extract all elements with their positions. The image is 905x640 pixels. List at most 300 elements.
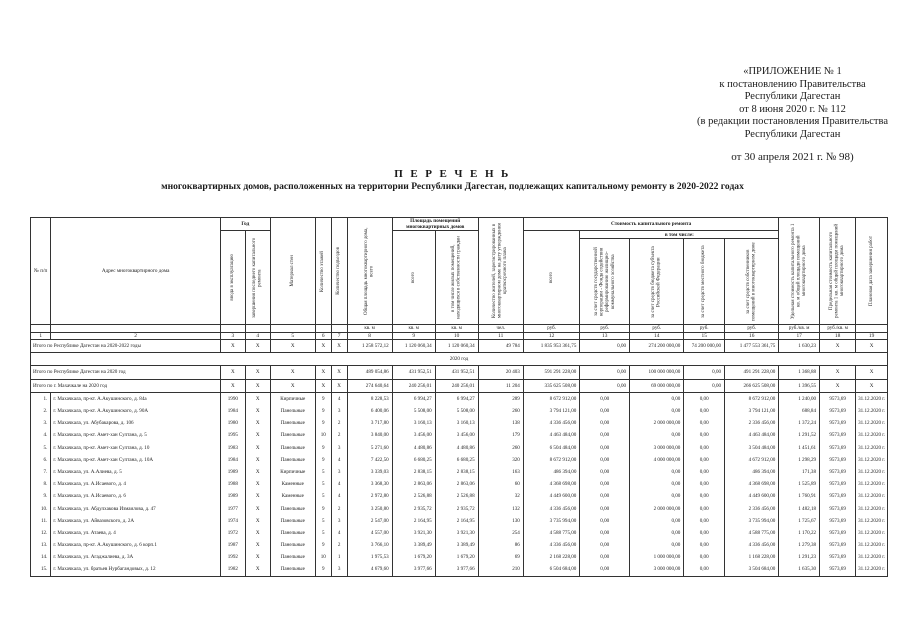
total-cell: X bbox=[245, 340, 270, 353]
row-cost-rd: 2 000 000,00 bbox=[630, 417, 684, 429]
column-number-cell: 5 bbox=[270, 333, 315, 340]
total-residents: 49 784 bbox=[478, 340, 523, 353]
row-residents: 69 bbox=[478, 551, 523, 563]
total-label: Итого по Республике Дагестан на 2020 год bbox=[31, 366, 221, 379]
row-cost-local: 0,00 bbox=[684, 515, 725, 527]
table-row bbox=[31, 478, 888, 490]
row-area-all: 6 994,27 bbox=[392, 392, 435, 405]
col-header-wall bbox=[270, 218, 315, 325]
total-cost-owners: 1 477 553 361,75 bbox=[725, 340, 779, 353]
row-number: 13. bbox=[31, 539, 51, 551]
row-area-all: 2 526,88 bbox=[392, 490, 435, 502]
row-max-cost: 9573,69 bbox=[820, 442, 856, 454]
row-repair-year: X bbox=[245, 502, 270, 514]
row-area-private: 6 994,27 bbox=[435, 392, 478, 405]
appendix-date: от 30 апреля 2021 г. № 98) bbox=[731, 150, 854, 163]
row-residents: 254 bbox=[478, 527, 523, 539]
row-floors: 9 bbox=[315, 502, 331, 514]
row-area-all: 3 456,00 bbox=[392, 429, 435, 441]
row-cost-fund: 0,00 bbox=[580, 466, 630, 478]
row-cost-owners: 486 394,00 bbox=[725, 466, 779, 478]
row-residents: 179 bbox=[478, 429, 523, 441]
total-cost-local: 74 200 000,00 bbox=[684, 340, 725, 353]
row-area-all: 6 680,25 bbox=[392, 454, 435, 466]
column-number-cell: 18 bbox=[820, 333, 856, 340]
row-entrances: 3 bbox=[331, 466, 347, 478]
total-cost-all: 591 291 228,00 bbox=[523, 366, 580, 379]
row-total-area: 3 717,80 bbox=[347, 417, 392, 429]
column-number-cell: 14 bbox=[630, 333, 684, 340]
row-entrances: 4 bbox=[331, 454, 347, 466]
row-year: 1980 bbox=[220, 417, 245, 429]
row-repair-year: X bbox=[245, 417, 270, 429]
row-unit-cost: 1 240,00 bbox=[779, 392, 820, 405]
col-header-total-area bbox=[347, 218, 392, 325]
row-cost-all: 4 368 698,00 bbox=[523, 478, 580, 490]
row-year: 1984 bbox=[220, 454, 245, 466]
row-cost-fund: 0,00 bbox=[580, 442, 630, 454]
column-number-cell: 9 bbox=[392, 333, 435, 340]
row-area-all: 5 508,00 bbox=[392, 405, 435, 417]
unit-cell bbox=[331, 325, 347, 333]
row-wall: Кирпичные bbox=[270, 466, 315, 478]
row-area-private: 3 160,13 bbox=[435, 417, 478, 429]
col-header-floors bbox=[315, 218, 331, 325]
appendix-line: Республики Дагестан bbox=[744, 91, 841, 103]
row-cost-rd: 0,00 bbox=[630, 478, 684, 490]
row-cost-all: 3 794 121,00 bbox=[523, 405, 580, 417]
row-year: 1972 bbox=[220, 527, 245, 539]
row-floors: 9 bbox=[315, 454, 331, 466]
row-plan-date: 31.12.2020 г. bbox=[856, 429, 888, 441]
total-cost-owners: 266 625 508,00 bbox=[725, 379, 779, 392]
unit-cell bbox=[31, 325, 51, 333]
row-cost-rd: 4 000 000,00 bbox=[630, 454, 684, 466]
row-wall: Панельные bbox=[270, 539, 315, 551]
row-total-area: 3 339,03 bbox=[347, 466, 392, 478]
row-floors: 9 bbox=[315, 392, 331, 405]
col-header-year-repair bbox=[245, 231, 270, 325]
document-title: П Е Р Е Ч Е Н Ь bbox=[394, 168, 511, 180]
row-entrances: 3 bbox=[331, 405, 347, 417]
row-cost-owners: 2 336 456,00 bbox=[725, 502, 779, 514]
total-cell: X bbox=[331, 340, 347, 353]
row-repair-year: X bbox=[245, 429, 270, 441]
total-cell: X bbox=[315, 379, 331, 392]
col-header-cost-rd bbox=[630, 239, 684, 325]
row-total-area: 2 972,80 bbox=[347, 490, 392, 502]
row-cost-fund: 0,00 bbox=[580, 405, 630, 417]
row-address: г. Махачкала, пр-кт. А.Акушинского, д. 84а bbox=[51, 392, 221, 405]
row-floors: 10 bbox=[315, 551, 331, 563]
total-unit-cost: 1 368,88 bbox=[779, 366, 820, 379]
row-year: 1989 bbox=[220, 490, 245, 502]
total-label: Итого по г. Махачкале на 2020 год bbox=[31, 379, 221, 392]
column-number-cell: 10 bbox=[435, 333, 478, 340]
total-plan-date: X bbox=[856, 379, 888, 392]
row-area-all: 2 863,06 bbox=[392, 478, 435, 490]
col-header-cost-owners bbox=[725, 239, 779, 325]
column-number-cell: 15 bbox=[684, 333, 725, 340]
row-wall: Панельные bbox=[270, 527, 315, 539]
row-cost-fund: 0,00 bbox=[580, 490, 630, 502]
total-cost-fund: 0,00 bbox=[580, 340, 630, 353]
row-area-private: 6 680,25 bbox=[435, 454, 478, 466]
unit-cell: руб./кв. м bbox=[779, 325, 820, 333]
row-area-all: 2 935,72 bbox=[392, 502, 435, 514]
row-max-cost: 9573,69 bbox=[820, 429, 856, 441]
row-plan-date: 31.12.2020 г. bbox=[856, 490, 888, 502]
appendix-line: Республики Дагестан bbox=[744, 128, 841, 140]
row-max-cost: 9573,69 bbox=[820, 539, 856, 551]
row-number: 1. bbox=[31, 392, 51, 405]
col-header-area-all bbox=[392, 231, 435, 325]
total-cell: X bbox=[270, 379, 315, 392]
unit-cell: руб. bbox=[523, 325, 580, 333]
total-cell: X bbox=[315, 340, 331, 353]
row-cost-fund: 0,00 bbox=[580, 527, 630, 539]
row-area-private: 2 164,95 bbox=[435, 515, 478, 527]
row-entrances: 3 bbox=[331, 563, 347, 576]
total-cell: X bbox=[220, 379, 245, 392]
row-area-private: 2 838,15 bbox=[435, 466, 478, 478]
table-row bbox=[31, 429, 888, 441]
row-cost-fund: 0,00 bbox=[580, 515, 630, 527]
table-row bbox=[31, 539, 888, 551]
row-entrances: 4 bbox=[331, 490, 347, 502]
row-address: г. Махачкала, пр-кт. А.Акушинского, д. 90А bbox=[51, 405, 221, 417]
row-cost-local: 0,00 bbox=[684, 392, 725, 405]
total-plan-date: X bbox=[856, 366, 888, 379]
row-residents: 138 bbox=[478, 417, 523, 429]
row-cost-local: 0,00 bbox=[684, 539, 725, 551]
row-cost-owners: 4 588 775,00 bbox=[725, 527, 779, 539]
row-cost-all: 4 463 484,00 bbox=[523, 429, 580, 441]
row-area-private: 2 863,06 bbox=[435, 478, 478, 490]
row-repair-year: X bbox=[245, 405, 270, 417]
column-number-cell: 13 bbox=[580, 333, 630, 340]
col-header-wall-text: Материал стен bbox=[289, 255, 295, 287]
row-address: г. Махачкала, пр-кт. А.Акушинского, д. 6 корп.1 bbox=[51, 539, 221, 551]
row-total-area: 3 766,10 bbox=[347, 539, 392, 551]
row-plan-date: 31.12.2020 г. bbox=[856, 563, 888, 576]
row-plan-date: 31.12.2020 г. bbox=[856, 502, 888, 514]
unit-cell bbox=[220, 325, 245, 333]
total-row bbox=[31, 340, 888, 353]
total-cost-fund: 0,00 bbox=[580, 379, 630, 392]
total-cell: X bbox=[331, 366, 347, 379]
row-residents: 260 bbox=[478, 442, 523, 454]
row-cost-local: 0,00 bbox=[684, 551, 725, 563]
row-unit-cost: 688,84 bbox=[779, 405, 820, 417]
unit-cell: кв. м bbox=[392, 325, 435, 333]
col-header-plan-date-text: Плановая дата завершения работ bbox=[868, 236, 874, 307]
row-cost-rd: 2 000 000,00 bbox=[630, 502, 684, 514]
row-year: 1983 bbox=[220, 442, 245, 454]
row-cost-fund: 0,00 bbox=[580, 392, 630, 405]
row-wall: Панельные bbox=[270, 454, 315, 466]
row-year: 1974 bbox=[220, 515, 245, 527]
row-wall: Панельные bbox=[270, 442, 315, 454]
row-wall: Кирпичные bbox=[270, 392, 315, 405]
total-cost-local: 0,00 bbox=[684, 379, 725, 392]
row-number: 3. bbox=[31, 417, 51, 429]
row-floors: 9 bbox=[315, 405, 331, 417]
total-cell: X bbox=[270, 366, 315, 379]
total-cost-fund: 0,00 bbox=[580, 366, 630, 379]
row-area-private: 3 977,66 bbox=[435, 563, 478, 576]
row-cost-fund: 0,00 bbox=[580, 478, 630, 490]
col-header-plan-date bbox=[856, 218, 888, 325]
col-header-cost-owners-text: за счет средств собственников помещений в многоквартирном доме bbox=[746, 242, 757, 321]
row-residents: 130 bbox=[478, 515, 523, 527]
row-max-cost: 9573,69 bbox=[820, 515, 856, 527]
row-cost-rd: 0,00 bbox=[630, 539, 684, 551]
row-area-all: 4 480,86 bbox=[392, 442, 435, 454]
total-cell: X bbox=[315, 366, 331, 379]
row-total-area: 2 547,00 bbox=[347, 515, 392, 527]
row-number: 7. bbox=[31, 466, 51, 478]
row-cost-owners: 2 336 456,00 bbox=[725, 417, 779, 429]
row-entrances: 2 bbox=[331, 429, 347, 441]
total-cost-rd: 274 200 000,00 bbox=[630, 340, 684, 353]
row-address: г. Махачкала, пр-кт. Амет-хан Султана, д. 10А bbox=[51, 454, 221, 466]
total-cell: X bbox=[220, 366, 245, 379]
document-subtitle: многоквартирных домов, расположенных на территории Республики Дагестан, подлежащих капитальному ремонту в 2020-2022 годах bbox=[161, 181, 744, 192]
row-entrances: 2 bbox=[331, 502, 347, 514]
column-number-cell: 17 bbox=[779, 333, 820, 340]
total-total-area: 274 640,64 bbox=[347, 379, 392, 392]
row-cost-all: 6 504 484,00 bbox=[523, 442, 580, 454]
row-cost-all: 4 336 456,00 bbox=[523, 417, 580, 429]
col-header-cost-all bbox=[523, 231, 580, 325]
total-cost-rd: 100 000 000,00 bbox=[630, 366, 684, 379]
column-number-cell: 16 bbox=[725, 333, 779, 340]
row-residents: 320 bbox=[478, 454, 523, 466]
unit-cell bbox=[245, 325, 270, 333]
row-address: г. Махачкала, ул. А.Исаевого, д. 4 bbox=[51, 478, 221, 490]
column-number-cell: 4 bbox=[245, 333, 270, 340]
row-cost-local: 0,00 bbox=[684, 466, 725, 478]
row-unit-cost: 1 291,23 bbox=[779, 551, 820, 563]
row-plan-date: 31.12.2020 г. bbox=[856, 539, 888, 551]
section-title: 2020 год bbox=[31, 353, 888, 366]
table-row bbox=[31, 417, 888, 429]
row-repair-year: X bbox=[245, 539, 270, 551]
row-residents: 60 bbox=[478, 478, 523, 490]
table-row bbox=[31, 405, 888, 417]
row-wall: Каменные bbox=[270, 478, 315, 490]
row-cost-all: 6 504 684,00 bbox=[523, 563, 580, 576]
row-year: 1984 bbox=[220, 405, 245, 417]
row-cost-owners: 8 672 912,00 bbox=[725, 392, 779, 405]
column-number-cell: 12 bbox=[523, 333, 580, 340]
unit-cell: руб. bbox=[580, 325, 630, 333]
row-cost-owners: 4 672 912,00 bbox=[725, 454, 779, 466]
row-residents: 210 bbox=[478, 563, 523, 576]
column-numbers-row bbox=[31, 333, 888, 340]
row-year: 1995 bbox=[220, 429, 245, 441]
row-cost-fund: 0,00 bbox=[580, 454, 630, 466]
section-row bbox=[31, 353, 888, 366]
row-cost-all: 8 672 912,00 bbox=[523, 392, 580, 405]
total-cell: X bbox=[331, 379, 347, 392]
row-repair-year: X bbox=[245, 563, 270, 576]
row-cost-fund: 0,00 bbox=[580, 551, 630, 563]
row-address: г. Махачкала, ул. А.Исаевого, д. 6 bbox=[51, 490, 221, 502]
row-entrances: 3 bbox=[331, 515, 347, 527]
col-header-entrances bbox=[331, 218, 347, 325]
row-floors: 9 bbox=[315, 442, 331, 454]
row-area-all: 1 679,20 bbox=[392, 551, 435, 563]
total-total-area: 489 054,86 bbox=[347, 366, 392, 379]
total-cell: X bbox=[245, 379, 270, 392]
row-cost-owners: 4 368 698,00 bbox=[725, 478, 779, 490]
table-row bbox=[31, 454, 888, 466]
row-unit-cost: 1 279,38 bbox=[779, 539, 820, 551]
col-header-cost-local-text: за счет средств местного бюджета bbox=[701, 245, 707, 318]
appendix-line: «ПРИЛОЖЕНИЕ № 1 bbox=[743, 66, 842, 77]
row-entrances: 4 bbox=[331, 478, 347, 490]
unit-cell: руб. bbox=[630, 325, 684, 333]
total-label: Итого по Республике Дагестан на 2020-2022 годы bbox=[31, 340, 221, 353]
col-header-area-all-text: всего bbox=[410, 271, 416, 284]
total-unit-cost: 1 630,23 bbox=[779, 340, 820, 353]
total-cost-all: 1 835 953 361,75 bbox=[523, 340, 580, 353]
row-number: 8. bbox=[31, 478, 51, 490]
row-total-area: 7 422,50 bbox=[347, 454, 392, 466]
row-total-area: 1 975,53 bbox=[347, 551, 392, 563]
row-unit-cost: 1 635,30 bbox=[779, 563, 820, 576]
row-entrances: 3 bbox=[331, 442, 347, 454]
total-area-all: 431 952,51 bbox=[392, 366, 435, 379]
unit-cell: кв. м bbox=[347, 325, 392, 333]
row-area-private: 3 389,49 bbox=[435, 539, 478, 551]
col-header-cost-group: Стоимость капитального ремонта bbox=[523, 218, 779, 231]
row-area-private: 2 526,88 bbox=[435, 490, 478, 502]
row-cost-fund: 0,00 bbox=[580, 539, 630, 551]
row-cost-owners: 3 794 121,00 bbox=[725, 405, 779, 417]
row-repair-year: X bbox=[245, 454, 270, 466]
row-plan-date: 31.12.2020 г. bbox=[856, 405, 888, 417]
total-area-private: 1 120 060,34 bbox=[435, 340, 478, 353]
row-entrances: 4 bbox=[331, 527, 347, 539]
total-area-private: 240 256,01 bbox=[435, 379, 478, 392]
total-total-area: 1 258 572,12 bbox=[347, 340, 392, 353]
row-total-area: 3 368,30 bbox=[347, 478, 392, 490]
row-cost-local: 0,00 bbox=[684, 502, 725, 514]
row-cost-rd: 0,00 bbox=[630, 405, 684, 417]
row-number: 10. bbox=[31, 502, 51, 514]
row-cost-all: 4 588 775,00 bbox=[523, 527, 580, 539]
row-cost-rd: 0,00 bbox=[630, 429, 684, 441]
row-wall: Панельные bbox=[270, 551, 315, 563]
col-header-year-commission bbox=[220, 231, 245, 325]
row-cost-rd: 0,00 bbox=[630, 392, 684, 405]
total-row bbox=[31, 366, 888, 379]
row-unit-cost: 171,38 bbox=[779, 466, 820, 478]
row-floors: 5 bbox=[315, 490, 331, 502]
col-header-unit-cost-text: Удельная стоимость капитального ремонта 1 кв. м общей площади помещений многоквартирного дома bbox=[790, 223, 807, 319]
units-row bbox=[31, 325, 888, 333]
row-address: г. Махачкала, ул. Абубакарова, д. 106 bbox=[51, 417, 221, 429]
col-header-cost-fund bbox=[580, 239, 630, 325]
col-header-max-cost-text: Предельная стоимость капитального ремонта 1 кв. м общей площади помещений многоквартирного дома bbox=[829, 223, 846, 319]
table-body bbox=[31, 340, 888, 577]
table-row bbox=[31, 442, 888, 454]
col-header-area-group: Площадь помещений многоквартирных домов bbox=[392, 218, 478, 231]
total-area-private: 431 952,51 bbox=[435, 366, 478, 379]
col-header-cost-all-text: всего bbox=[548, 271, 554, 284]
col-header-address: Адрес многоквартирного дома bbox=[51, 218, 221, 325]
row-cost-all: 486 394,00 bbox=[523, 466, 580, 478]
col-header-including: в том числе: bbox=[580, 231, 779, 239]
table-row bbox=[31, 466, 888, 478]
row-max-cost: 9573,69 bbox=[820, 551, 856, 563]
row-unit-cost: 1 760,91 bbox=[779, 490, 820, 502]
row-entrances: 1 bbox=[331, 551, 347, 563]
row-unit-cost: 1 298,29 bbox=[779, 454, 820, 466]
row-area-all: 3 977,66 bbox=[392, 563, 435, 576]
column-number-cell: 7 bbox=[331, 333, 347, 340]
row-address: г. Махачкала, ул. Абдулхакова Измаилова, д. 47 bbox=[51, 502, 221, 514]
row-unit-cost: 1 170,22 bbox=[779, 527, 820, 539]
row-max-cost: 9573,69 bbox=[820, 490, 856, 502]
row-residents: 260 bbox=[478, 405, 523, 417]
row-plan-date: 31.12.2020 г. bbox=[856, 478, 888, 490]
row-unit-cost: 1 482,18 bbox=[779, 502, 820, 514]
row-repair-year: X bbox=[245, 551, 270, 563]
row-unit-cost: 1 525,89 bbox=[779, 478, 820, 490]
appendix-line: от 8 июня 2020 г. № 112 bbox=[739, 103, 846, 115]
col-header-area-private bbox=[435, 231, 478, 325]
row-cost-owners: 4 449 600,00 bbox=[725, 490, 779, 502]
row-address: г. Махачкала, пр-кт. Амет-хан Султана, д. 5 bbox=[51, 429, 221, 441]
row-area-all: 3 160,13 bbox=[392, 417, 435, 429]
column-number-cell: 1 bbox=[31, 333, 51, 340]
row-address: г. Махачкала, ул. Атаева, д. 4 bbox=[51, 527, 221, 539]
row-total-area: 3 840,00 bbox=[347, 429, 392, 441]
row-number: 12. bbox=[31, 527, 51, 539]
row-wall: Панельные bbox=[270, 515, 315, 527]
col-header-cost-local bbox=[684, 239, 725, 325]
row-cost-local: 0,00 bbox=[684, 563, 725, 576]
row-cost-all: 3 735 994,00 bbox=[523, 515, 580, 527]
row-cost-all: 4 336 456,00 bbox=[523, 502, 580, 514]
table-row bbox=[31, 563, 888, 576]
total-residents: 20 403 bbox=[478, 366, 523, 379]
total-row bbox=[31, 379, 888, 392]
row-cost-owners: 4 463 484,00 bbox=[725, 429, 779, 441]
row-unit-cost: 1 725,67 bbox=[779, 515, 820, 527]
total-max-cost: X bbox=[820, 366, 856, 379]
unit-cell bbox=[315, 325, 331, 333]
row-cost-local: 0,00 bbox=[684, 527, 725, 539]
row-max-cost: 9573,69 bbox=[820, 405, 856, 417]
row-address: г. Махачкала, ул. братьев Нурбагандовых, д. 12 bbox=[51, 563, 221, 576]
row-area-all: 3 389,49 bbox=[392, 539, 435, 551]
table-row bbox=[31, 392, 888, 405]
row-year: 1989 bbox=[220, 466, 245, 478]
col-header-year-commission-text: ввода в эксплуатацию bbox=[230, 254, 236, 301]
row-max-cost: 9573,69 bbox=[820, 466, 856, 478]
row-residents: 86 bbox=[478, 539, 523, 551]
row-cost-all: 4 336 456,00 bbox=[523, 539, 580, 551]
row-repair-year: X bbox=[245, 466, 270, 478]
row-cost-rd: 3 000 000,00 bbox=[630, 563, 684, 576]
row-floors: 9 bbox=[315, 417, 331, 429]
row-floors: 5 bbox=[315, 527, 331, 539]
